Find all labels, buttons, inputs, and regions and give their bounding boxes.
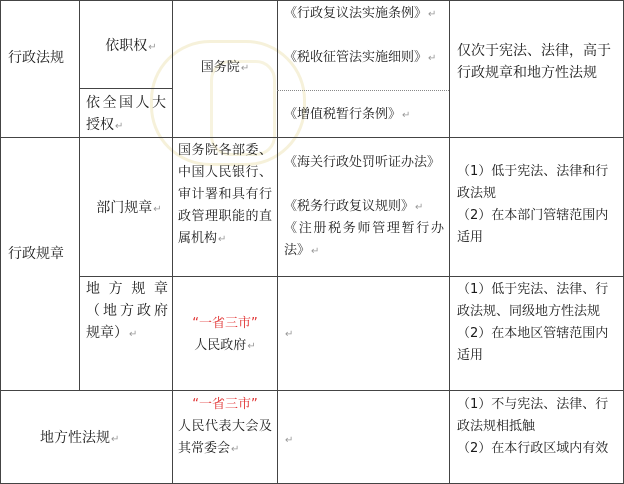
row1-authority-own: 依职权↵ [105,38,157,54]
row2-status-department-1: （1）低于宪法、法律和行政法规 [457,164,609,201]
row1-category: 行政法规 [8,50,64,66]
one-province-three-cities: “一省三市” [192,316,258,331]
row1-example-1: 《行政复议法实施条例》↵ [284,6,437,21]
row2-status-department [457,161,619,249]
row2-example-2: 《税务行政复议规则》↵ [284,199,424,214]
row2-example-local-empty: ↵ [285,329,294,340]
row2-status-local [457,279,619,367]
row1-example-2: 《税收征管法实施细则》↵ [284,50,437,65]
row2-body-local: “一省三市” 人民政府↵ [176,313,274,358]
row1-body: 国务院↵ [200,60,250,75]
row1-example-3: 《增值税暂行条例》↵ [284,107,411,122]
one-province-three-cities: “一省三市” [192,397,258,412]
row2-status-local-2: （2）在本地区管辖范围内适用 [457,326,609,363]
row3-example-empty: ↵ [285,435,294,446]
row3-status-2: （2）在本行政区域内有效 [457,441,609,456]
row1-status: 仅次于宪法、法律，高于行政规章和地方性法规 [457,43,611,81]
row2-category: 行政规章 [8,246,64,262]
row2-sub-local: 地方规章（地方政府规章）↵ [86,281,168,341]
row2-body-department: 国务院各部委、中国人民银行、审计署和具有行政管理职能的直属机构↵ [178,143,272,246]
row3-category: 地方性法规↵ [40,430,120,446]
row3-status-1: （1）不与宪法、法律、行政法规相抵触 [457,397,609,434]
row2-example-1: 《海关行政处罚听证办法》 [284,155,441,170]
row2-sub-department: 部门规章↵ [96,200,162,216]
row2-example-3: 《注册税务师管理暂行办法》↵ [284,221,444,258]
row2-status-department-2: （2）在本部门管辖范围内适用 [457,208,609,245]
row2-status-local-1: （1）低于宪法、法律、行政法规、同级地方性法规 [457,282,609,319]
row3-body: “一省三市” 人民代表大会及其常委会↵ [178,394,272,461]
row1-authority-npc: 依全国人大授权↵ [86,95,166,133]
row3-status [457,394,619,460]
